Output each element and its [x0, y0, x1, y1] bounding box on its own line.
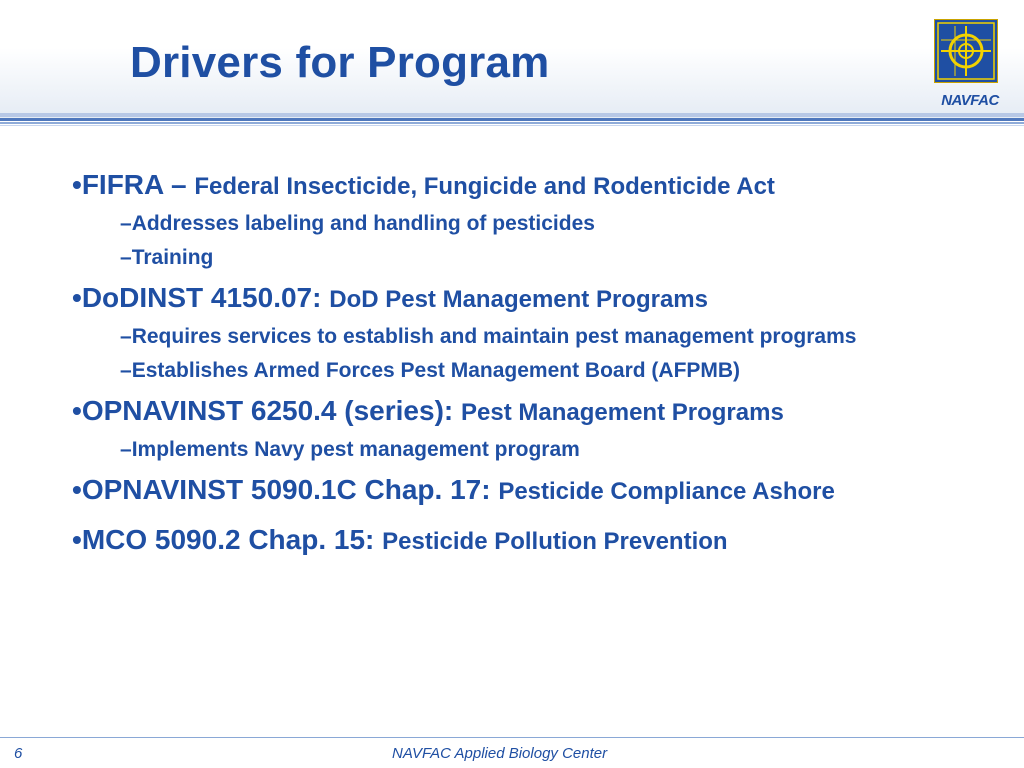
bullet-item: •FIFRA – Federal Insecticide, Fungicide and Rodenticide Act: [72, 169, 775, 200]
bullet-item: •OPNAVINST 6250.4 (series): Pest Management Programs: [72, 395, 784, 426]
sub-bullet-item: –Addresses labeling and handling of pesticides: [120, 212, 595, 235]
header-rule: [0, 113, 1024, 131]
logo-emblem: [934, 19, 998, 83]
bullet-item: •OPNAVINST 5090.1C Chap. 17: Pesticide Compliance Ashore: [72, 474, 835, 505]
bullet-main: OPNAVINST 6250.4 (series):: [81, 395, 462, 426]
bullet-description: Pest Management Programs: [461, 399, 784, 426]
slide-title: Drivers for Program: [130, 38, 550, 87]
sub-bullet-list: [72, 436, 972, 463]
sub-bullet-list: [72, 323, 972, 384]
bullet-description: Federal Insecticide, Fungicide and Rodenticide Act: [194, 173, 775, 200]
footer-text: NAVFAC Applied Biology Center: [392, 745, 608, 762]
bullet-main: MCO 5090.2 Chap. 15:: [81, 524, 383, 555]
bullet-item: •MCO 5090.2 Chap. 15: Pesticide Pollution Prevention: [72, 524, 728, 555]
navfac-logo: [930, 15, 1010, 110]
footer-rule: [0, 737, 1024, 738]
bullet-description: Pesticide Pollution Prevention: [382, 528, 728, 555]
bullet-item: •DoDINST 4150.07: DoD Pest Management Programs: [72, 282, 708, 313]
logo-wordmark: NAVFAC: [941, 92, 999, 109]
bullet-main: OPNAVINST 5090.1C Chap. 17:: [81, 474, 499, 505]
sub-bullet-item: –Requires services to establish and maintain pest management programs: [120, 325, 857, 348]
bullet-main: FIFRA –: [81, 169, 195, 200]
bullet-description: DoD Pest Management Programs: [329, 286, 708, 313]
sub-bullet-item: –Implements Navy pest management program: [120, 438, 580, 461]
page-number: 6: [14, 745, 23, 762]
sub-bullet-list: [72, 210, 972, 271]
sub-bullet-item: –Training: [120, 246, 214, 269]
bullet-description: Pesticide Compliance Ashore: [498, 478, 835, 505]
bullet-main: DoDINST 4150.07:: [81, 282, 330, 313]
sub-bullet-item: –Establishes Armed Forces Pest Management Board (AFPMB): [120, 359, 741, 382]
bullet-list: [72, 168, 972, 573]
crosshair-icon: [935, 20, 997, 82]
